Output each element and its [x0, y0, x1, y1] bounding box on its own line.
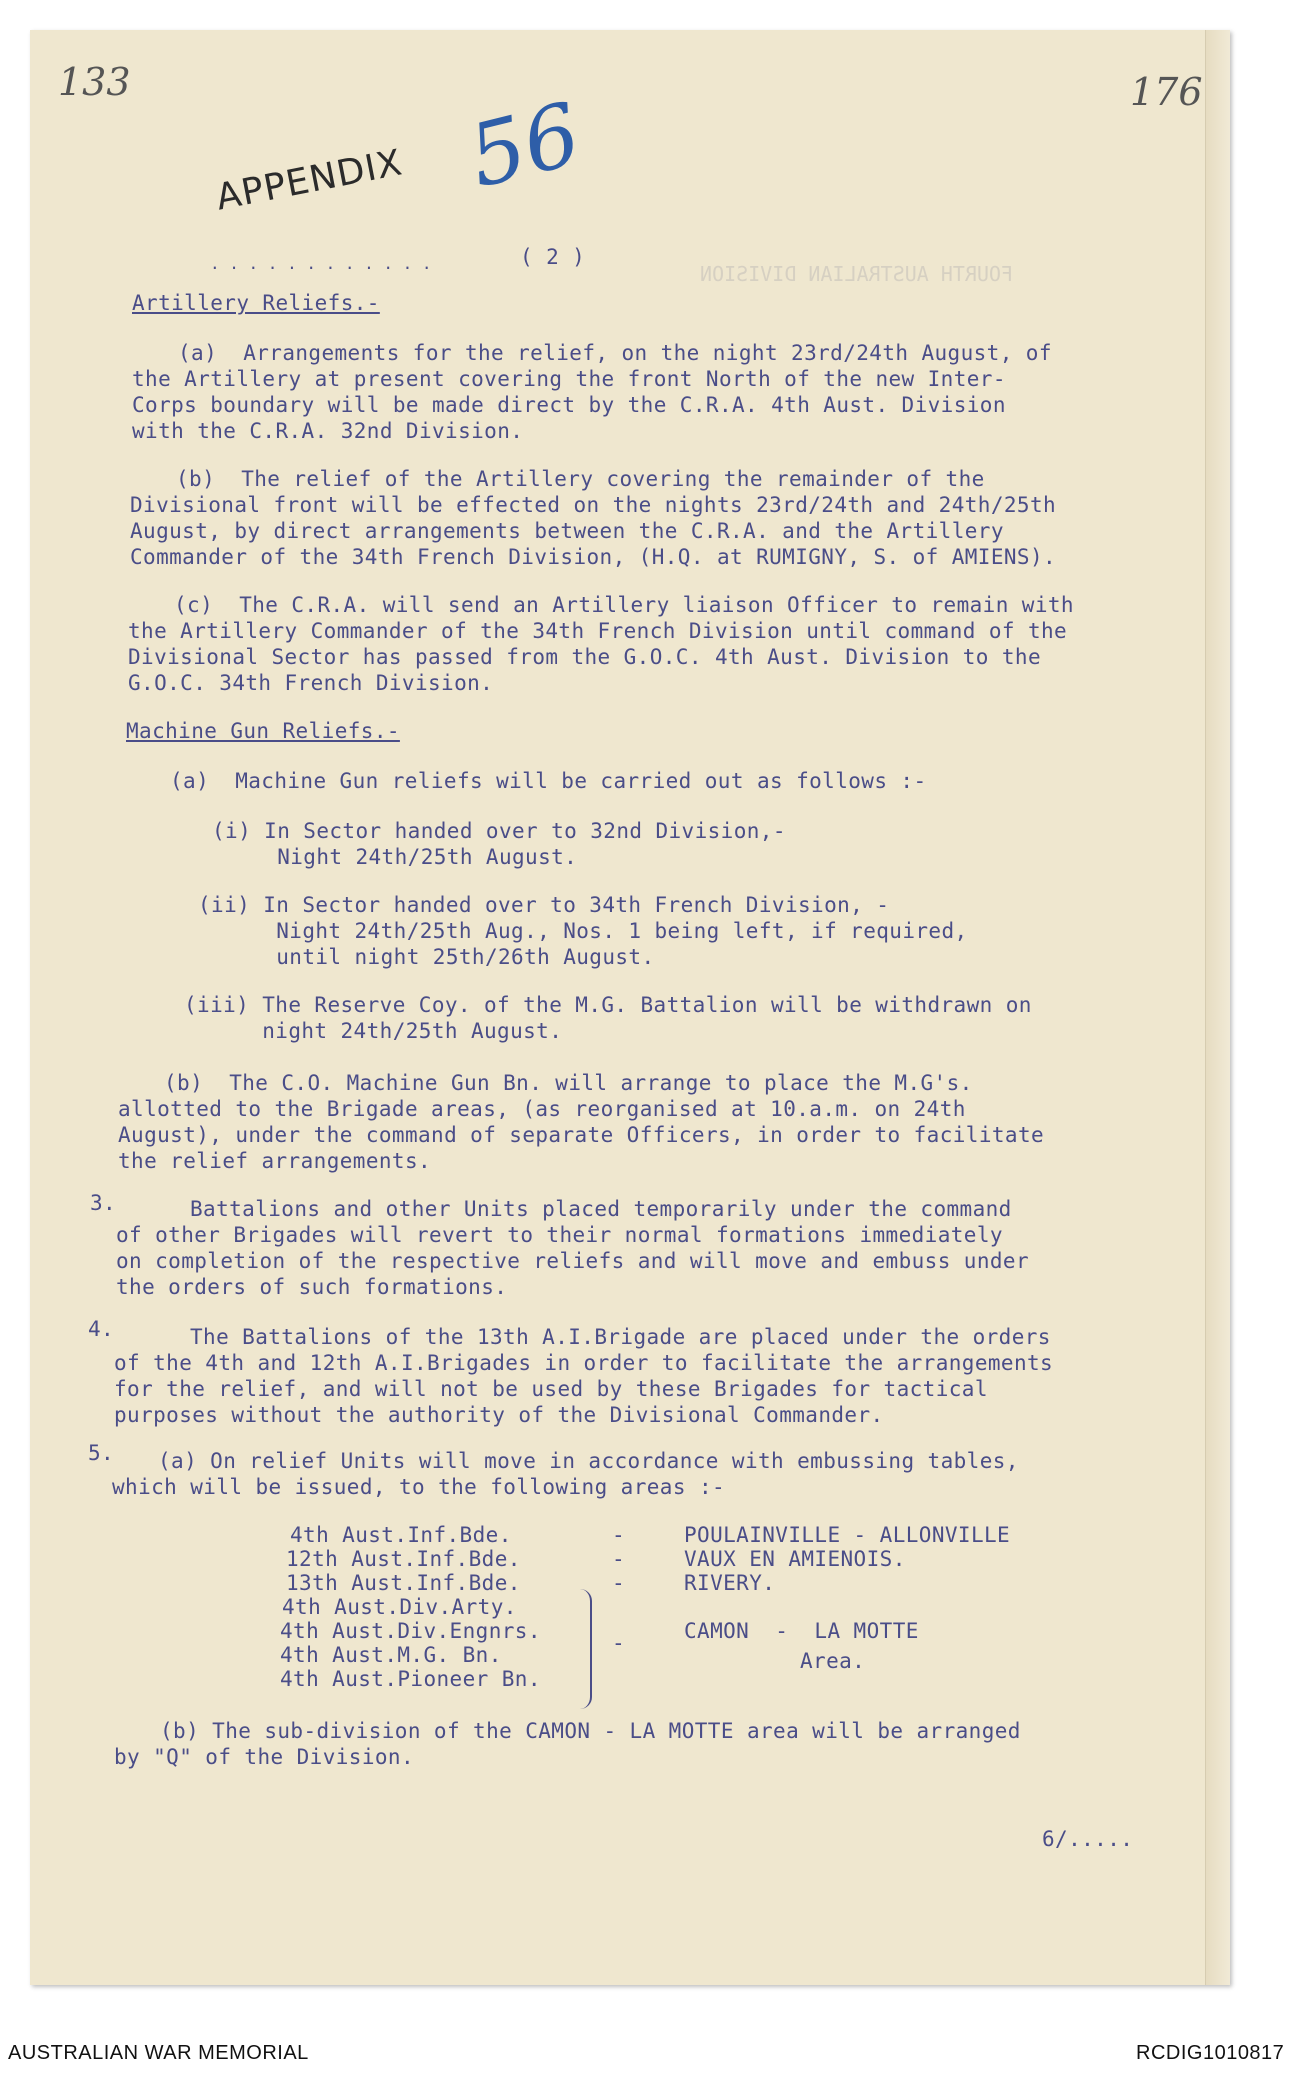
text-line: Commander of the 34th French Division, (H.Q. at RUMIGNY, S. of AMIENS). — [130, 545, 1057, 569]
text-line: G.O.C. 34th French Division. — [128, 671, 494, 695]
text-line: (a) Arrangements for the relief, on the night 23rd/24th August, of — [178, 341, 1052, 365]
grouping-brace — [580, 1589, 592, 1709]
dash: - — [612, 1547, 626, 1571]
text-line: the Artillery Commander of the 34th French Division until command of the — [128, 619, 1068, 643]
text-line: The Battalions of the 13th A.I.Brigade are placed under the orders — [190, 1325, 1051, 1349]
text-line: until night 25th/26th August. — [198, 945, 655, 969]
text-line: for the relief, and will not be used by these Brigades for tactical — [114, 1377, 988, 1401]
continuation-marker: 6/..... — [1042, 1827, 1134, 1851]
text-line: allotted to the Brigade areas, (as reorganised at 10.a.m. on 24th — [118, 1097, 966, 1121]
text-line: night 24th/25th August. — [184, 1019, 563, 1043]
text-line: on completion of the respective reliefs and will move and embuss under — [116, 1249, 1030, 1273]
dash: - — [612, 1523, 626, 1547]
text-line: which will be issued, to the following areas :- — [112, 1475, 726, 1499]
text-line: with the C.R.A. 32nd Division. — [132, 419, 524, 443]
text-line: (c) The C.R.A. will send an Artillery liaison Officer to remain with — [174, 593, 1074, 617]
text-line: Divisional Sector has passed from the G.O.C. 4th Aust. Division to the — [128, 645, 1042, 669]
text-line: (b) The sub-division of the CAMON - LA MOTTE area will be arranged — [160, 1719, 1021, 1743]
destination-area: VAUX EN AMIENOIS. — [684, 1547, 906, 1571]
destination-area: POULAINVILLE - ALLONVILLE — [684, 1523, 1011, 1547]
text-line: (b) The C.O. Machine Gun Bn. will arrange to place the M.G's. — [164, 1071, 973, 1095]
folio-number-left: 133 — [58, 60, 131, 104]
mg-para-a: (a) Machine Gun reliefs will be carried out as follows :- — [170, 769, 927, 793]
text-line: Divisional front will be effected on the nights 23rd/24th and 24th/25th — [130, 493, 1057, 517]
unit-name: 13th Aust.Inf.Bde. — [286, 1571, 521, 1595]
text-line: Corps boundary will be made direct by the C.R.A. 4th Aust. Division — [132, 393, 1006, 417]
text-line: (iii) The Reserve Coy. of the M.G. Battalion will be withdrawn on — [184, 993, 1032, 1017]
appendix-number: 56 — [459, 84, 590, 208]
dotted-line: . . . . . . . . . . . . — [210, 254, 432, 273]
text-line: August), under the command of separate Officers, in order to facilitate — [118, 1123, 1045, 1147]
show-through-text: FOURTH AUSTRALIAN DIVISION — [700, 262, 1014, 286]
destination-area-suffix: Area. — [800, 1649, 866, 1673]
unit-name: 4th Aust.Inf.Bde. — [290, 1523, 512, 1547]
paragraph-number: 3. — [90, 1191, 117, 1215]
text-line: August, by direct arrangements between the C.R.A. and the Artillery — [130, 519, 1004, 543]
text-line: (b) The relief of the Artillery covering the remainder of the — [176, 467, 985, 491]
text-line: of the 4th and 12th A.I.Brigades in order to facilitate the arrangements — [114, 1351, 1054, 1375]
text-line: of other Brigades will revert to their normal formations immediately — [116, 1223, 1003, 1247]
text-line: the orders of such formations. — [116, 1275, 508, 1299]
footer-source: AUSTRALIAN WAR MEMORIAL — [8, 2042, 309, 2064]
unit-name: 4th Aust.Div.Arty. — [282, 1595, 517, 1619]
dash: - — [612, 1631, 626, 1655]
unit-name: 12th Aust.Inf.Bde. — [286, 1547, 521, 1571]
unit-name: 4th Aust.Pioneer Bn. — [280, 1667, 541, 1691]
footer-record-id: RCDIG1010817 — [1136, 2042, 1285, 2064]
artillery-heading: Artillery Reliefs.- — [132, 291, 380, 315]
text-line: by "Q" of the Division. — [114, 1745, 414, 1769]
destination-area: RIVERY. — [684, 1571, 776, 1595]
folio-number-right: 176 — [1130, 70, 1203, 114]
text-line: Night 24th/25th August. — [212, 845, 578, 869]
text-line: Battalions and other Units placed temporarily under the command — [190, 1197, 1012, 1221]
dash: - — [612, 1571, 626, 1595]
page-number: ( 2 ) — [520, 245, 586, 269]
text-line: (a) On relief Units will move in accordance with embussing tables, — [158, 1449, 1019, 1473]
unit-name: 4th Aust.Div.Engnrs. — [280, 1619, 541, 1643]
paragraph-number: 5. — [88, 1441, 115, 1465]
paragraph-number: 4. — [88, 1317, 115, 1341]
destination-area: CAMON - LA MOTTE — [684, 1619, 919, 1643]
text-line: the relief arrangements. — [118, 1149, 432, 1173]
unit-name: 4th Aust.M.G. Bn. — [280, 1643, 502, 1667]
appendix-stamp: APPENDIX — [212, 142, 406, 219]
text-line: (ii) In Sector handed over to 34th French Division, - — [198, 893, 890, 917]
text-line: the Artillery at present covering the front North of the new Inter- — [132, 367, 1006, 391]
text-line: Night 24th/25th Aug., Nos. 1 being left, if required, — [198, 919, 968, 943]
text-line: (i) In Sector handed over to 32nd Division,- — [212, 819, 786, 843]
text-line: purposes without the authority of the Divisional Commander. — [114, 1403, 884, 1427]
machine-gun-heading: Machine Gun Reliefs.- — [126, 719, 400, 743]
